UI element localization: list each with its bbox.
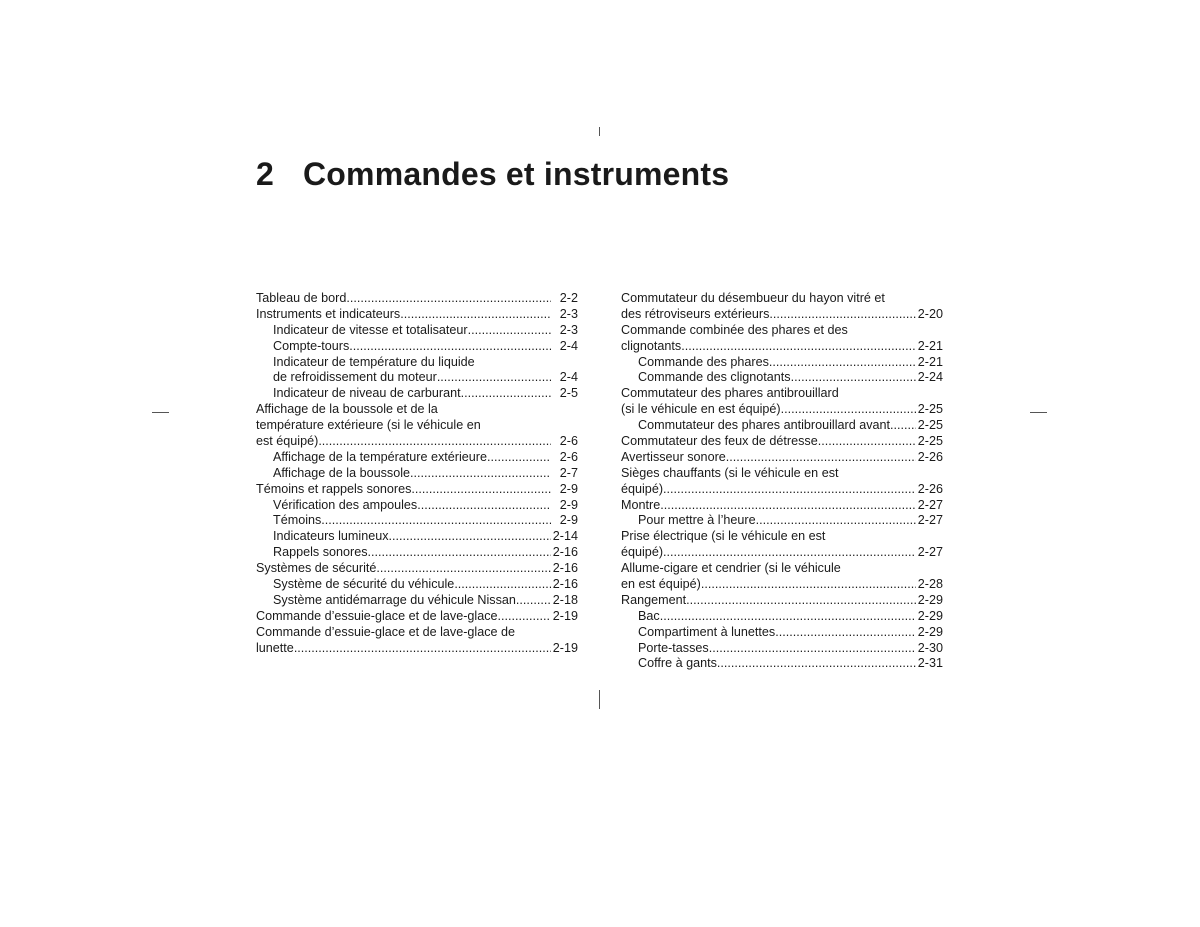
toc-entry[interactable]	[621, 641, 943, 657]
dot-leader	[516, 593, 551, 609]
dot-leader	[717, 656, 916, 672]
dot-leader	[890, 418, 916, 434]
toc-entry[interactable]	[256, 307, 578, 323]
toc-page-number: 2-29	[917, 608, 943, 623]
toc-entry-text: des rétroviseurs extérieurs	[621, 306, 770, 321]
dot-leader	[681, 339, 916, 355]
toc-entry[interactable]	[621, 561, 943, 593]
toc-page-number: 2-16	[552, 577, 578, 592]
toc-page-number: 2-21	[917, 338, 943, 353]
dot-leader	[498, 609, 551, 625]
toc-page-number: 2-9	[559, 481, 578, 496]
toc-entry-text: Système antidémarrage du véhicule Nissan	[273, 592, 516, 607]
toc-page-number: 2-4	[559, 370, 578, 385]
toc-entry-text: Témoins et rappels sonores	[256, 481, 412, 496]
toc-page-number: 2-16	[552, 561, 578, 576]
toc-entry[interactable]	[621, 498, 943, 514]
toc-page-number: 2-7	[559, 465, 578, 480]
dot-leader	[376, 561, 551, 577]
toc-entry-text: lunette	[256, 640, 294, 655]
top-crop-mark	[599, 127, 600, 136]
toc-page-number: 2-27	[917, 545, 943, 560]
dot-leader	[454, 577, 551, 593]
toc-entry-text: Systèmes de sécurité	[256, 561, 377, 576]
toc-entry[interactable]	[256, 513, 578, 529]
dot-leader	[368, 545, 551, 561]
toc-page-number: 2-4	[559, 338, 578, 353]
toc-entry-text: (si le véhicule en est équipé)	[621, 402, 781, 417]
toc-page-number: 2-6	[559, 449, 578, 464]
toc-entry-text: Commande combinée des phares et des	[621, 322, 848, 337]
toc-entry[interactable]	[256, 529, 578, 545]
toc-entry-text: Vérification des ampoules	[273, 497, 418, 512]
toc-entry-text: Bac	[638, 608, 660, 623]
toc-entry[interactable]	[256, 386, 578, 402]
toc-entry[interactable]	[621, 434, 943, 450]
toc-page-number: 2-3	[559, 306, 578, 321]
toc-entry[interactable]	[621, 418, 943, 434]
dot-leader	[769, 307, 916, 323]
toc-entry[interactable]	[256, 482, 578, 498]
toc-page-number: 2-27	[917, 513, 943, 528]
toc-entry-text: Commutateur des phares antibrouillard avant	[638, 418, 891, 433]
toc-page-number: 2-26	[917, 449, 943, 464]
toc-entry-text: Commutateur du désembueur du hayon vitré et	[621, 291, 885, 305]
toc-page-number: 2-9	[559, 513, 578, 528]
toc-entry-text: Rangement	[621, 592, 687, 607]
toc-entry[interactable]	[621, 625, 943, 641]
toc-entry-text: Témoins	[273, 513, 322, 528]
dot-leader	[701, 577, 916, 593]
toc-page-number: 2-9	[559, 497, 578, 512]
toc-entry-text: Prise électrique (si le véhicule en est	[621, 529, 826, 544]
toc-entry-text: Affichage de la boussole	[273, 465, 410, 480]
toc-entry[interactable]	[256, 498, 578, 514]
dot-leader	[781, 402, 916, 418]
toc-entry[interactable]	[256, 450, 578, 466]
dot-leader	[726, 450, 916, 466]
toc-page-number: 2-25	[917, 434, 943, 449]
toc-page-number: 2-16	[552, 545, 578, 560]
toc-entry-text: Compartiment à lunettes	[638, 624, 776, 639]
dot-leader	[437, 370, 551, 386]
toc-page-number: 2-31	[917, 656, 943, 671]
toc-entry-text: Instruments et indicateurs	[256, 306, 401, 321]
dot-leader	[660, 498, 916, 514]
toc-entry[interactable]	[621, 370, 943, 386]
toc-entry[interactable]	[621, 656, 943, 672]
toc-entry-text: est équipé)	[256, 434, 319, 449]
toc-entry-text: Rappels sonores	[273, 545, 368, 560]
toc-page-number: 2-14	[552, 529, 578, 544]
toc-page-number: 2-18	[552, 592, 578, 607]
toc-entry[interactable]	[621, 466, 943, 498]
toc-page-number: 2-30	[917, 640, 943, 655]
toc-page-number: 2-19	[552, 608, 578, 623]
dot-leader	[775, 625, 916, 641]
dot-leader	[660, 609, 916, 625]
dot-leader	[346, 291, 551, 307]
toc-entry[interactable]	[256, 577, 578, 593]
toc-entry-text: Coffre à gants	[638, 656, 717, 671]
toc-entry-text: équipé)	[621, 481, 664, 496]
chapter-number: 2	[256, 156, 274, 192]
toc-entry[interactable]	[621, 529, 943, 561]
toc-right-column	[621, 291, 943, 672]
toc-entry[interactable]	[256, 402, 578, 450]
dot-leader	[294, 641, 551, 657]
toc-entry-text: Affichage de la boussole et de la	[256, 402, 438, 417]
dot-leader	[389, 529, 551, 545]
dot-leader	[349, 339, 551, 355]
dot-leader	[663, 545, 916, 561]
toc-page-number: 2-29	[917, 592, 943, 607]
toc-entry[interactable]	[256, 291, 578, 307]
toc-page-number: 2-29	[917, 624, 943, 639]
dot-leader	[487, 450, 551, 466]
dot-leader	[769, 355, 916, 371]
toc-entry-text: Commande d’essuie-glace et de lave-glace	[256, 608, 498, 623]
toc-entry[interactable]	[256, 545, 578, 561]
toc-entry-text: Affichage de la température extérieure	[273, 449, 487, 464]
toc-page-number: 2-25	[917, 402, 943, 417]
left-crop-mark	[152, 412, 169, 413]
toc-entry[interactable]	[621, 609, 943, 625]
toc-entry[interactable]	[621, 513, 943, 529]
toc-entry-text: température extérieure (si le véhicule en	[256, 418, 481, 433]
dot-leader	[417, 498, 551, 514]
toc-entry[interactable]	[256, 323, 578, 339]
toc-entry-text: Indicateur de niveau de carburant	[273, 386, 461, 401]
toc-entry-text: de refroidissement du moteur	[273, 370, 437, 385]
toc-entry-text: Compte-tours	[273, 338, 350, 353]
toc-entry-text: Porte-tasses	[638, 640, 709, 655]
dot-leader	[321, 513, 551, 529]
toc-entry-text: clignotants	[621, 338, 682, 353]
toc-entry-text: Avertisseur sonore	[621, 449, 726, 464]
toc-entry-text: Indicateurs lumineux	[273, 529, 389, 544]
dot-leader	[791, 370, 916, 386]
toc-entry[interactable]	[256, 561, 578, 577]
toc-page-number: 2-6	[559, 434, 578, 449]
toc-entry-text: Commutateur des phares antibrouillard	[621, 386, 839, 401]
dot-leader	[686, 593, 916, 609]
dot-leader	[468, 323, 551, 339]
dot-leader	[709, 641, 916, 657]
toc-left-column	[256, 291, 578, 656]
toc-entry-text: Commande d’essuie-glace et de lave-glace de	[256, 624, 516, 639]
toc-entry-text: Tableau de bord	[256, 291, 347, 305]
dot-leader	[461, 386, 551, 402]
toc-entry[interactable]	[621, 593, 943, 609]
toc-entry-text: Indicateur de température du liquide	[273, 354, 475, 369]
bottom-crop-mark	[599, 690, 600, 709]
dot-leader	[411, 482, 551, 498]
toc-entry-text: Système de sécurité du véhicule	[273, 577, 455, 592]
toc-entry[interactable]	[256, 355, 578, 387]
toc-entry-text: équipé)	[621, 545, 664, 560]
toc-entry[interactable]	[621, 450, 943, 466]
dot-leader	[818, 434, 916, 450]
toc-entry-text: Commande des phares	[638, 354, 769, 369]
toc-entry[interactable]	[621, 291, 943, 323]
dot-leader	[318, 434, 551, 450]
toc-entry[interactable]	[256, 339, 578, 355]
toc-entry[interactable]	[256, 625, 578, 657]
toc-page-number: 2-3	[559, 322, 578, 337]
toc-page-number: 2-21	[917, 354, 943, 369]
toc-entry-text: Commutateur des feux de détresse	[621, 434, 818, 449]
toc-page-number: 2-19	[552, 640, 578, 655]
toc-entry[interactable]	[256, 466, 578, 482]
toc-entry[interactable]	[621, 323, 943, 355]
toc-page-number: 2-24	[917, 370, 943, 385]
chapter-title	[256, 156, 729, 193]
toc-entry-text: Allume-cigare et cendrier (si le véhicule	[621, 561, 841, 576]
toc-page-number: 2-27	[917, 497, 943, 512]
toc-page-number: 2-28	[917, 577, 943, 592]
dot-leader	[756, 513, 916, 529]
toc-entry[interactable]	[621, 386, 943, 418]
toc-entry-text: Montre	[621, 497, 661, 512]
toc-entry[interactable]	[256, 593, 578, 609]
toc-entry-text: Sièges chauffants (si le véhicule en est	[621, 465, 839, 480]
dot-leader	[410, 466, 551, 482]
toc-page-number: 2-26	[917, 481, 943, 496]
toc-entry-text: Commande des clignotants	[638, 370, 791, 385]
toc-entry-text: en est équipé)	[621, 577, 701, 592]
toc-entry[interactable]	[621, 355, 943, 371]
toc-entry[interactable]	[256, 609, 578, 625]
toc-entry-text: Indicateur de vitesse et totalisateur	[273, 322, 468, 337]
toc-entry-text: Pour mettre à l’heure	[638, 513, 756, 528]
right-crop-mark	[1030, 412, 1047, 413]
dot-leader	[400, 307, 551, 323]
dot-leader	[663, 482, 916, 498]
toc-page-number: 2-5	[559, 386, 578, 401]
toc-page-number: 2-2	[559, 291, 578, 305]
toc-page-number: 2-25	[917, 418, 943, 433]
chapter-title-text: Commandes et instruments	[303, 156, 730, 192]
toc-page-number: 2-20	[917, 306, 943, 321]
